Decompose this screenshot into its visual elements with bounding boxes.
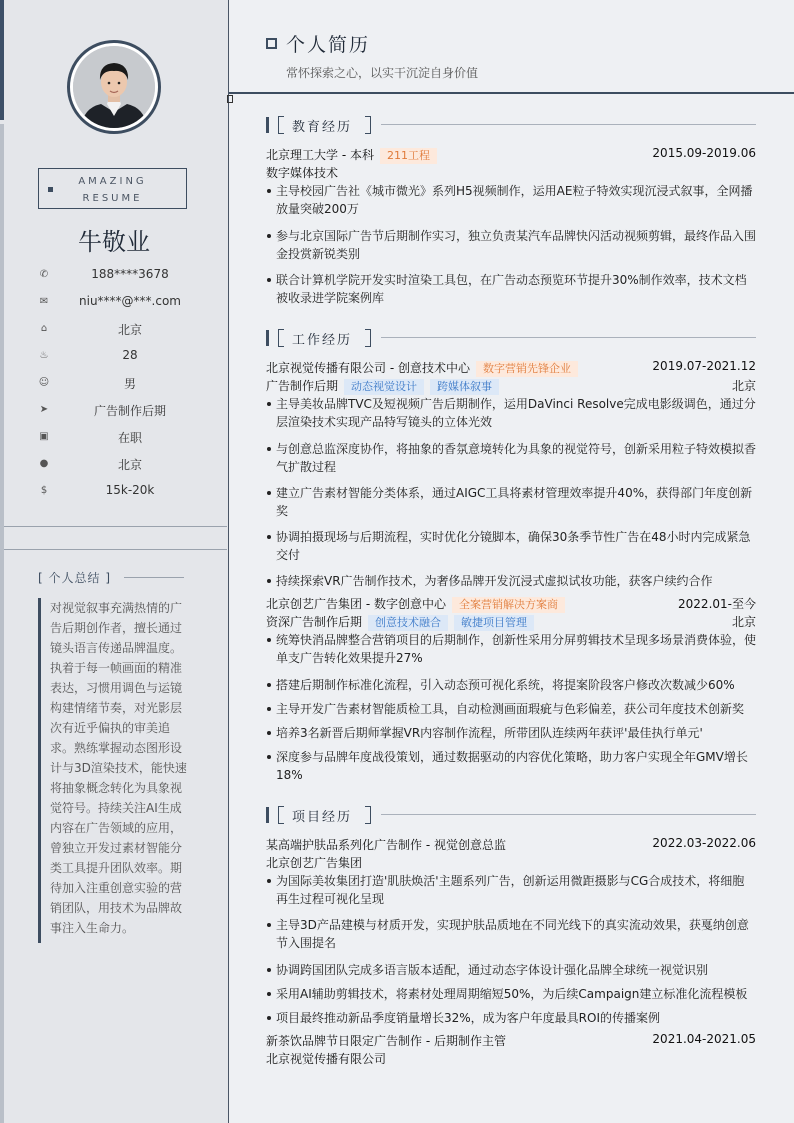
- info-value: niu****@***.com: [79, 294, 181, 308]
- summary-accent-bar: [38, 598, 41, 943]
- info-value: 广告制作后期: [93, 404, 166, 418]
- bullet-dot: [267, 992, 271, 996]
- info-gender: [38, 375, 208, 395]
- project-org: 北京视觉传播有限公司: [266, 1052, 387, 1066]
- job-city: 北京: [731, 379, 756, 393]
- school-name: 北京理工大学 - 本科: [266, 148, 374, 162]
- section-rule: [381, 814, 756, 815]
- section-projects-heading: [266, 806, 756, 826]
- info-value: 188****3678: [91, 267, 169, 281]
- list-item: [266, 985, 756, 1003]
- list-item-text: 搭建后期制作标准化流程，引入动态预可视化系统，将提案阶段客户修改次数减少60%: [276, 678, 735, 692]
- list-item: [266, 395, 756, 431]
- amazing-resume-badge: [38, 168, 187, 209]
- home-icon: ⌂: [40, 323, 48, 334]
- divider: [4, 549, 227, 550]
- bullet-dot: [267, 402, 271, 406]
- send-icon: ➤: [39, 404, 49, 415]
- list-item: [266, 631, 756, 667]
- title-square-icon: [266, 38, 277, 49]
- cake-icon: ♨: [39, 350, 49, 361]
- bullet-dot: [267, 755, 271, 759]
- education-major: 数字媒体技术: [266, 166, 339, 180]
- badge-square-icon: [48, 187, 53, 192]
- email-icon: ✉: [39, 296, 49, 307]
- list-item-text: 项目最终推动新品季度销量增长32%，成为客户年度最具ROI的传播案例: [276, 1011, 660, 1025]
- info-position: [38, 402, 208, 422]
- info-value: 15k-20k: [105, 483, 155, 497]
- candidate-name: 牛敬业: [78, 228, 150, 256]
- section-bar: [266, 330, 269, 346]
- corner-marker: [227, 95, 233, 103]
- section-title: 教育经历: [292, 120, 353, 135]
- project-date: 2021.04-2021.05: [652, 1032, 756, 1046]
- person-portrait-icon: [73, 46, 155, 128]
- list-item-text: 培养3名新晋后期师掌握VR内容制作流程，所带团队连续两年获评'最佳执行单元': [276, 726, 703, 740]
- list-item: [266, 724, 756, 742]
- section-work-heading: [266, 329, 756, 349]
- section-rule: [381, 124, 756, 125]
- bullet-dot: [267, 278, 271, 282]
- list-item-text: 主导开发广告素材智能质检工具，自动检测画面瑕疵与色彩偏差，获公司年度技术创新奖: [276, 702, 745, 716]
- sidebar-accent-strip: [0, 0, 4, 120]
- info-home: [38, 321, 208, 341]
- section-bar: [266, 117, 269, 133]
- job-header: [266, 359, 756, 377]
- list-item: [266, 440, 756, 476]
- list-item: [266, 484, 756, 520]
- money-icon: $: [40, 485, 48, 496]
- bracket-right: [365, 329, 371, 347]
- list-item-text: 与创意总监深度协作，将抽象的香氛意境转化为具象的视觉符号，创新采用粒子特效模拟香气扩散过程: [276, 442, 757, 474]
- info-phone: [38, 267, 208, 287]
- skill-tag: 动态视觉设计: [344, 379, 424, 395]
- project-org: 北京创艺广告集团: [266, 856, 363, 870]
- summary-text: 对视觉叙事充满热情的广告后期创作者，擅长通过镜头语言传递品牌温度。执着于每一帧画面的精准表达，习惯用调色与运镜构建情绪节奏，对光影层次有近乎偏执的审美追求。熟练掌握动态图形设计与3D渲染技术，能快速将抽象概念转化为具象视觉符号。持续关注AI生成内容在广告领域的应用，曾独立开发过素材智能分类工具提升团队效率。期待加入注重创意实验的营销团队，用技术为品牌故事注入生命力。: [50, 601, 187, 935]
- list-item: [266, 227, 756, 263]
- info-value: 28: [122, 348, 138, 362]
- job-date: 2019.07-2021.12: [652, 359, 756, 373]
- list-item-text: 统筹快消品牌整合营销项目的后期制作，创新性采用分屏剪辑技术呈现多场景消费体验，使单支广告转化效果提升27%: [276, 633, 757, 665]
- list-item-text: 主导校园广告社《城市微光》系列H5视频制作，运用AE粒子特效实现沉浸式叙事，全网播放量突破200万: [276, 184, 753, 216]
- list-item: [266, 528, 756, 564]
- bullet-dot: [267, 535, 271, 539]
- project-header: [266, 1032, 756, 1050]
- list-item: [266, 872, 756, 908]
- job-role: 资深广告制作后期: [266, 615, 363, 629]
- badge-line-1: AMAZING: [78, 176, 147, 187]
- list-item: [266, 271, 756, 307]
- job-header: [266, 595, 756, 613]
- smile-icon: ☺: [38, 377, 50, 388]
- phone-icon: ✆: [39, 269, 49, 280]
- job-role-row: [266, 613, 756, 631]
- bullet-dot: [267, 1016, 271, 1020]
- briefcase-icon: ▣: [39, 431, 49, 442]
- list-item-text: 协调跨国团队完成多语言版本适配，通过动态字体设计强化品牌全球统一视觉识别: [276, 963, 709, 977]
- list-item-text: 联合计算机学院开发实时渲染工具包，在广告动态预览环节提升30%制作效率，技术文档被收录进学院案例库: [276, 273, 747, 305]
- project-date: 2022.03-2022.06: [652, 836, 756, 850]
- summary-title: [ 个人总结 ]: [38, 571, 112, 585]
- company-name: 北京创艺广告集团 - 数字创意中心: [266, 597, 446, 611]
- summary-title-text: 个人总结: [48, 571, 101, 585]
- company-name: 北京视觉传播有限公司 - 创意技术中心: [266, 361, 470, 375]
- section-education-heading: [266, 116, 756, 136]
- company-tag: 数字营销先锋企业: [476, 361, 578, 377]
- skill-tag: 创意技术融合: [368, 615, 448, 631]
- section-bar: [266, 807, 269, 823]
- info-location: [38, 456, 208, 476]
- list-item: [266, 182, 756, 218]
- section-title: 工作经历: [292, 333, 353, 348]
- header-rule: [229, 92, 794, 94]
- bullet-dot: [267, 234, 271, 238]
- list-item-text: 深度参与品牌年度战役策划，通过数据驱动的内容优化策略，助力客户实现全年GMV增长18%: [276, 750, 748, 782]
- info-salary: [38, 483, 208, 503]
- page-title: 个人简历: [286, 34, 371, 56]
- bracket-left: [278, 116, 284, 134]
- project-name: 新茶饮品牌节日限定广告制作 - 后期制作主管: [266, 1034, 506, 1048]
- bracket-right: [365, 806, 371, 824]
- list-item: [266, 961, 756, 979]
- list-item: [266, 700, 756, 718]
- sidebar: [0, 0, 229, 1123]
- bullet-dot: [267, 683, 271, 687]
- project-header: [266, 836, 756, 854]
- main-content: [229, 0, 794, 1123]
- bracket-left: [278, 806, 284, 824]
- list-item-text: 主导3D产品建模与材质开发，实现护肤品质地在不同光线下的真实流动效果，获戛纳创意节入围提名: [276, 918, 749, 950]
- bullet-dot: [267, 491, 271, 495]
- summary-title-rule: [124, 577, 184, 578]
- badge-line-2: RESUME: [82, 193, 143, 204]
- info-email: [38, 294, 208, 314]
- job-date: 2022.01-至今: [678, 597, 756, 611]
- list-item: [266, 572, 756, 590]
- project-name: 某高端护肤品系列化广告制作 - 视觉创意总监: [266, 838, 506, 852]
- bullet-dot: [267, 579, 271, 583]
- list-item-text: 采用AI辅助剪辑技术，将素材处理周期缩短50%，为后续Campaign建立标准化流程模板: [276, 987, 748, 1001]
- info-age: [38, 348, 208, 368]
- bracket-right: [365, 116, 371, 134]
- skill-tag: 敏捷项目管理: [454, 615, 534, 631]
- bullet-dot: [267, 189, 271, 193]
- info-value: 北京: [117, 323, 142, 337]
- list-item: [266, 676, 756, 694]
- sidebar-accent-strip-lower: [0, 124, 4, 1123]
- list-item: [266, 748, 756, 784]
- bullet-dot: [267, 923, 271, 927]
- job-city: 北京: [731, 615, 756, 629]
- bullet-dot: [267, 879, 271, 883]
- bullet-dot: [267, 638, 271, 642]
- job-role-row: [266, 377, 756, 395]
- list-item: [266, 1009, 756, 1027]
- list-item-text: 建立广告素材智能分类体系，通过AIGC工具将素材管理效率提升40%，获得部门年度创新奖: [276, 486, 753, 518]
- bullet-dot: [267, 707, 271, 711]
- education-row: [266, 146, 756, 164]
- avatar-photo: [73, 46, 155, 128]
- bullet-dot: [267, 447, 271, 451]
- company-tag: 全案营销解决方案商: [452, 597, 565, 613]
- info-value: 男: [123, 377, 136, 391]
- skill-tag: 跨媒体叙事: [430, 379, 499, 395]
- bullet-dot: [267, 968, 271, 972]
- info-value: 北京: [117, 458, 142, 472]
- avatar: [67, 40, 161, 134]
- info-status: [38, 429, 208, 449]
- list-item: [266, 916, 756, 952]
- list-item-text: 协调拍摄现场与后期流程，实时优化分镜脚本，确保30条季节性广告在48小时内完成紧急交付: [276, 530, 751, 562]
- info-value: 在职: [117, 431, 142, 445]
- job-role: 广告制作后期: [266, 379, 339, 393]
- list-item-text: 主导美妆品牌TVC及短视频广告后期制作，运用DaVinci Resolve完成电影级调色，通过分层渲染技术实现产品特写镜头的立体光效: [276, 397, 756, 429]
- page-subtitle: 常怀探索之心，以实干沉淀自身价值: [286, 66, 479, 80]
- list-item-text: 参与北京国际广告节后期制作实习，独立负责某汽车品牌快闪活动视频剪辑，最终作品入围金投赏新锐类别: [276, 229, 757, 261]
- section-title: 项目经历: [292, 810, 353, 825]
- list-item-text: 为国际美妆集团打造'肌肤焕活'主题系列广告，创新运用微距摄影与CG合成技术，将细胞再生过程可视化呈现: [276, 874, 745, 906]
- list-item-text: 持续探索VR广告制作技术，为奢侈品牌开发沉浸式虚拟试妆功能，获客户续约合作: [276, 574, 713, 588]
- school-tag: 211工程: [380, 148, 437, 164]
- bullet-dot: [267, 731, 271, 735]
- education-date: 2015.09-2019.06: [652, 146, 756, 160]
- location-icon: ●: [39, 458, 49, 469]
- section-rule: [381, 337, 756, 338]
- divider: [4, 526, 227, 527]
- bracket-left: [278, 329, 284, 347]
